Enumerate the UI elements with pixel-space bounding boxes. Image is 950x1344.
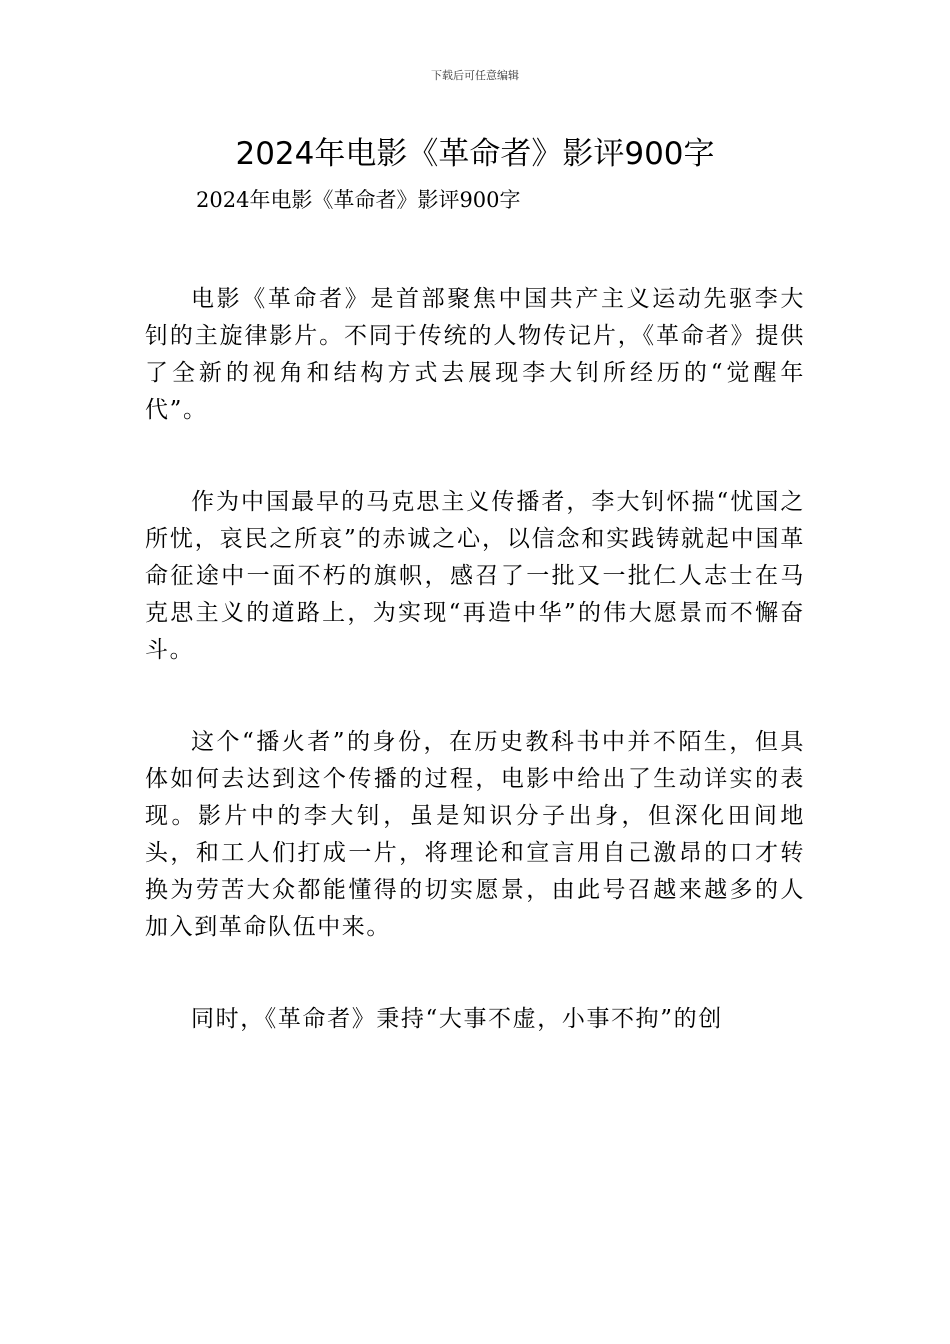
paragraph-3: 这个“播火者”的身份，在历史教科书中并不陌生，但具体如何去达到这个传播的过程，电影中给出了生动详实的表现。影片中的李大钊，虽是知识分子出身，但深化田间地头，和工人们打成一片，将理论和宣言用自己激昂的口才转换为劳苦大众都能懂得的切实愿景，由此号召越来越多的人加入到革命队伍中来。	[145, 729, 805, 940]
document-subtitle: 2024年电影《革命者》影评900字	[196, 188, 521, 212]
paragraph-1: 电影《革命者》是首部聚焦中国共产主义运动先驱李大钊的主旋律影片。不同于传统的人物传记片，《革命者》提供了全新的视角和结构方式去展现李大钊所经历的“觉醒年代”。	[145, 286, 805, 423]
document-body	[145, 281, 805, 1093]
document-title: 2024年电影《革命者》影评900字	[235, 136, 715, 172]
header-note: 下载后可任意编辑	[431, 69, 519, 82]
paragraph-2: 作为中国最早的马克思主义传播者，李大钊怀揣“忧国之所忧，哀民之所哀”的赤诚之心，以信念和实践铸就起中国革命征途中一面不朽的旗帜，感召了一批又一批仁人志士在马克思主义的道路上，为实现“再造中华”的伟大愿景而不懈奋斗。	[145, 489, 805, 663]
paragraph-4: 同时，《革命者》秉持“大事不虚，小事不拘”的创	[191, 1006, 723, 1032]
